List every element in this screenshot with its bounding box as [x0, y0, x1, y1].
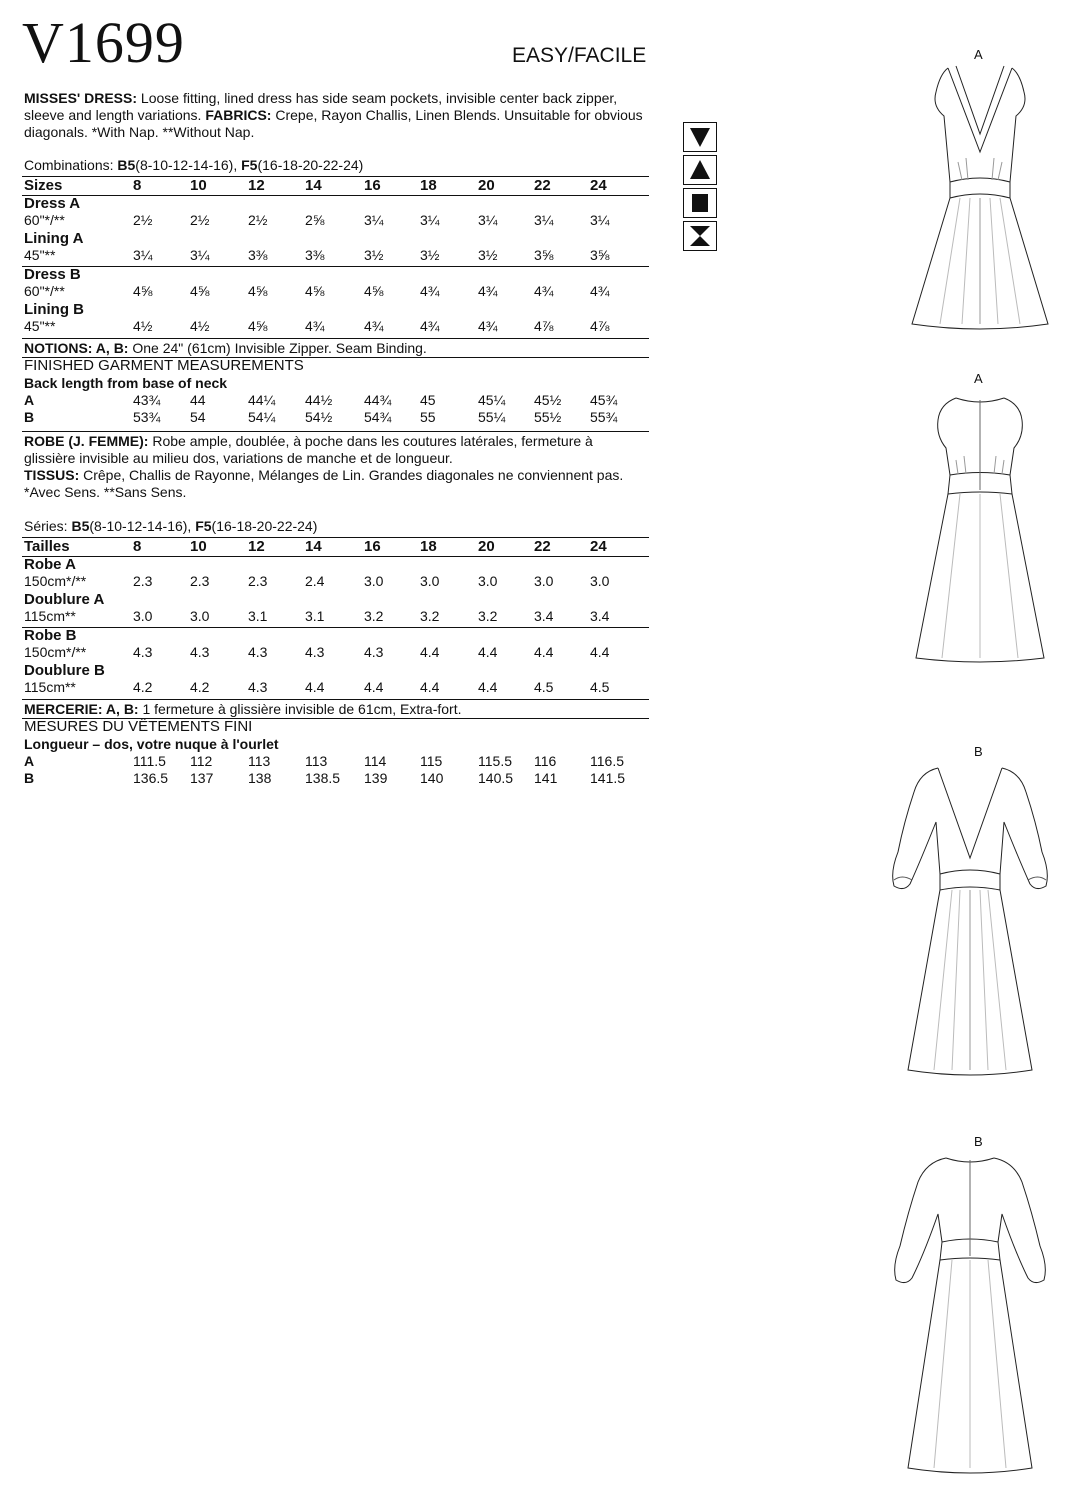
figure-label-a-front: A	[974, 47, 983, 62]
french-series	[24, 518, 317, 534]
yardage-value: 4.3	[190, 644, 210, 660]
size-header-8: 8	[133, 538, 142, 555]
row-fabric-width: 150cm*/**	[24, 573, 87, 589]
figure-label-a-back: A	[974, 371, 983, 386]
finished-length-value: 53¾	[133, 409, 161, 425]
yardage-value: 3¼	[590, 212, 610, 228]
finished-length-value: 44¾	[364, 392, 392, 408]
row-fabric-width: 45"**	[24, 247, 56, 263]
finished-length-value: 55	[420, 409, 436, 425]
finished-length-value: 115.5	[478, 753, 512, 769]
yardage-value: 3½	[420, 247, 440, 263]
size-header-18: 18	[420, 177, 437, 194]
row-label: Robe A	[24, 556, 76, 573]
view-a-front-illustration	[900, 62, 1060, 337]
finished-measurements-title: MESURES DU VÊTEMENTS FINI	[24, 718, 253, 735]
finished-length-value: 113	[248, 753, 271, 769]
size-header-10: 10	[190, 538, 207, 555]
combo-2-sizes: (16-18-20-22-24)	[257, 157, 364, 173]
finished-length-value: 54½	[305, 409, 333, 425]
fr-combos-label: Séries:	[24, 518, 72, 534]
yardage-value: 4¾	[534, 283, 554, 299]
yardage-value: 3⅝	[590, 247, 610, 263]
row-fabric-width: 115cm**	[24, 608, 76, 624]
finished-length-value: 138	[248, 770, 272, 786]
finished-length-value: 116.5	[590, 753, 624, 769]
yardage-value: 3¼	[190, 247, 210, 263]
yardage-value: 4.3	[364, 644, 384, 660]
yardage-value: 4⅝	[364, 283, 384, 299]
yardage-value: 4⅞	[590, 318, 610, 334]
yardage-value: 4¾	[478, 283, 498, 299]
finished-measurements-subtitle: Back length from base of neck	[24, 375, 228, 391]
hourglass-icon	[683, 221, 717, 251]
yardage-value: 2½	[133, 212, 153, 228]
triangle-up-icon	[683, 155, 717, 185]
row-label: Lining A	[24, 230, 84, 247]
yardage-value: 3¼	[133, 247, 153, 263]
yardage-value: 4¾	[590, 283, 610, 299]
row-label: Doublure B	[24, 662, 105, 679]
nap-legend	[683, 122, 717, 254]
yardage-value: 3.0	[364, 573, 384, 589]
yardage-value: 2.3	[133, 573, 153, 589]
yardage-value: 2⅝	[305, 212, 325, 228]
size-header-8: 8	[133, 177, 142, 194]
yardage-value: 3½	[364, 247, 384, 263]
row-label: Lining B	[24, 301, 84, 318]
yardage-value: 4⅝	[190, 283, 210, 299]
english-description	[24, 90, 644, 141]
yardage-value: 2.3	[190, 573, 210, 589]
yardage-value: 4.3	[305, 644, 325, 660]
row-fabric-width: 60"*/**	[24, 283, 65, 299]
finished-length-value: 55¾	[590, 409, 618, 425]
yardage-value: 3.1	[305, 608, 325, 624]
yardage-value: 3.0	[133, 608, 153, 624]
fr-combo-1-sizes: (8-10-12-14-16),	[89, 518, 196, 534]
yardage-value: 4.4	[478, 644, 498, 660]
sizes-header-label: Sizes	[24, 177, 63, 194]
fr-combo-2: F5	[195, 518, 212, 534]
yardage-value: 4.4	[420, 679, 440, 695]
yardage-value: 2½	[190, 212, 210, 228]
size-header-18: 18	[420, 538, 437, 555]
notions-label: NOTIONS: A, B:	[24, 340, 129, 356]
finished-length-value: 115	[420, 753, 443, 769]
row-fabric-width: 150cm*/**	[24, 644, 87, 660]
yardage-value: 4.4	[420, 644, 440, 660]
fr-fabrics-text: Crêpe, Challis de Rayonne, Mélanges de Lin. Grandes diagonales ne conviennent pas. *Avec Sens. **Sans Sens.	[24, 467, 624, 500]
finished-measurements-title: FINISHED GARMENT MEASUREMENTS	[24, 357, 304, 374]
size-header-20: 20	[478, 177, 495, 194]
row-fabric-width: 115cm**	[24, 679, 76, 695]
finished-length-value: 44	[190, 392, 206, 408]
yardage-value: 4.5	[534, 679, 554, 695]
row-fabric-width: 60"*/**	[24, 212, 65, 228]
yardage-value: 4.3	[248, 679, 268, 695]
view-b-back-illustration	[880, 1150, 1060, 1480]
row-label: Doublure A	[24, 591, 105, 608]
triangle-down-icon	[683, 122, 717, 152]
yardage-value: 3.2	[478, 608, 498, 624]
finished-length-value: 54¼	[248, 409, 276, 425]
french-description	[24, 433, 644, 501]
combo-2: F5	[241, 157, 258, 173]
yardage-value: 4½	[133, 318, 153, 334]
yardage-value: 3⅝	[534, 247, 554, 263]
size-header-16: 16	[364, 177, 381, 194]
table-rule	[22, 195, 649, 196]
yardage-value: 4.4	[590, 644, 610, 660]
yardage-value: 2.4	[305, 573, 325, 589]
table-rule	[22, 176, 649, 177]
yardage-value: 4.2	[133, 679, 153, 695]
finished-length-value: 45	[420, 392, 436, 408]
row-label: Dress A	[24, 195, 81, 212]
square-icon	[683, 188, 717, 218]
finished-length-value: 139	[364, 770, 388, 786]
notions-label: MERCERIE: A, B:	[24, 701, 139, 717]
pattern-number: V1699	[22, 10, 185, 75]
view-a-back-illustration	[900, 390, 1060, 668]
yardage-value: 4⅝	[248, 283, 268, 299]
yardage-value: 4.3	[248, 644, 268, 660]
size-header-12: 12	[248, 177, 265, 194]
finished-length-value: 45¾	[590, 392, 618, 408]
yardage-value: 4.2	[190, 679, 210, 695]
yardage-value: 4¾	[420, 318, 440, 334]
yardage-value: 3¼	[534, 212, 554, 228]
desc-text: Loose fitting, lined dress has side seam pockets, invisible center back zipper, sleeve and length variations.	[24, 90, 618, 123]
table-rule	[22, 556, 649, 557]
yardage-value: 2.3	[248, 573, 268, 589]
yardage-value: 3¼	[364, 212, 384, 228]
finished-length-value: 44½	[305, 392, 333, 408]
finished-length-value: 137	[190, 770, 214, 786]
yardage-value: 4⅝	[133, 283, 153, 299]
finished-length-value: 112	[190, 753, 213, 769]
yardage-value: 3½	[478, 247, 498, 263]
size-header-24: 24	[590, 538, 607, 555]
finished-length-value: 111.5	[133, 753, 166, 769]
yardage-value: 3¼	[478, 212, 498, 228]
yardage-value: 3.4	[590, 608, 610, 624]
yardage-value: 4.4	[364, 679, 384, 695]
english-combinations	[24, 157, 363, 173]
size-header-10: 10	[190, 177, 207, 194]
yardage-value: 4.5	[590, 679, 610, 695]
finished-length-value: 54¾	[364, 409, 392, 425]
fabrics-label: FABRICS:	[205, 107, 272, 123]
yardage-value: 3⅜	[248, 247, 268, 263]
fr-desc-text: Robe ample, doublée, à poche dans les coutures latérales, fermeture à glissière invisible au milieu dos, variations de manche et de longueur.	[24, 433, 593, 466]
finished-length-value: 55½	[534, 409, 562, 425]
fr-desc-label: ROBE (J. FEMME):	[24, 433, 149, 449]
yardage-value: 4¾	[420, 283, 440, 299]
yardage-value: 4¾	[364, 318, 384, 334]
finished-length-value: 136.5	[133, 770, 169, 786]
finished-length-value: 140	[420, 770, 444, 786]
finished-length-value: 140.5	[478, 770, 514, 786]
notions-line	[24, 340, 427, 356]
size-header-14: 14	[305, 538, 322, 555]
table-rule	[22, 266, 649, 267]
row-fabric-width: 45"**	[24, 318, 56, 334]
yardage-value: 2½	[248, 212, 268, 228]
combos-label: Combinations:	[24, 157, 118, 173]
table-rule	[22, 431, 649, 432]
table-rule	[22, 537, 649, 538]
finished-row-label: B	[24, 409, 35, 425]
yardage-value: 3.2	[364, 608, 384, 624]
finished-length-value: 113	[305, 753, 328, 769]
yardage-value: 3.2	[420, 608, 440, 624]
notions-text: One 24" (61cm) Invisible Zipper. Seam Binding.	[128, 340, 427, 356]
finished-length-value: 55¼	[478, 409, 506, 425]
yardage-value: 4.3	[133, 644, 153, 660]
finished-length-value: 116	[534, 753, 557, 769]
finished-length-value: 45¼	[478, 392, 506, 408]
yardage-value: 3.0	[190, 608, 210, 624]
figure-label-b-back: B	[974, 1134, 983, 1149]
size-header-24: 24	[590, 177, 607, 194]
size-header-22: 22	[534, 538, 551, 555]
difficulty-level: EASY/FACILE	[512, 44, 647, 67]
size-header-20: 20	[478, 538, 495, 555]
fr-combo-1: B5	[71, 518, 90, 534]
finished-measurements-subtitle: Longueur – dos, votre nuque à l'ourlet	[24, 736, 279, 752]
yardage-value: 4.4	[305, 679, 325, 695]
yardage-value: 4.4	[478, 679, 498, 695]
sizes-header-label: Tailles	[24, 538, 70, 555]
combo-1: B5	[117, 157, 136, 173]
yardage-value: 3.0	[534, 573, 554, 589]
finished-length-value: 54	[190, 409, 206, 425]
table-rule	[22, 699, 649, 700]
yardage-value: 4⅝	[248, 318, 268, 334]
finished-length-value: 45½	[534, 392, 562, 408]
finished-length-value: 138.5	[305, 770, 341, 786]
table-rule	[22, 627, 649, 628]
yardage-value: 4½	[190, 318, 210, 334]
combo-1-sizes: (8-10-12-14-16),	[135, 157, 242, 173]
fabrics-text: Crepe, Rayon Challis, Linen Blends. Unsuitable for obvious diagonals. *With Nap. **Without Nap.	[24, 107, 643, 140]
yardage-value: 3.0	[478, 573, 498, 589]
row-label: Robe B	[24, 627, 77, 644]
yardage-value: 4⅞	[534, 318, 554, 334]
finished-length-value: 141	[534, 770, 558, 786]
size-header-12: 12	[248, 538, 265, 555]
finished-length-value: 43¾	[133, 392, 161, 408]
finished-length-value: 141.5	[590, 770, 626, 786]
finished-row-label: A	[24, 392, 35, 408]
yardage-value: 3⅜	[305, 247, 325, 263]
yardage-value: 3.0	[420, 573, 440, 589]
fr-combo-2-sizes: (16-18-20-22-24)	[211, 518, 318, 534]
yardage-value: 3¼	[420, 212, 440, 228]
table-rule	[22, 338, 649, 339]
fr-fabrics-label: TISSUS:	[24, 467, 80, 483]
finished-row-label: B	[24, 770, 35, 786]
size-header-16: 16	[364, 538, 381, 555]
finished-length-value: 114	[364, 753, 387, 769]
yardage-value: 3.0	[590, 573, 610, 589]
notions-line	[24, 701, 462, 717]
desc-label: MISSES' DRESS:	[24, 90, 138, 106]
yardage-value: 4⅝	[305, 283, 325, 299]
yardage-value: 3.1	[248, 608, 268, 624]
figure-label-b-front: B	[974, 744, 983, 759]
finished-length-value: 44¼	[248, 392, 276, 408]
yardage-value: 3.4	[534, 608, 554, 624]
yardage-value: 4¾	[478, 318, 498, 334]
row-label: Dress B	[24, 266, 81, 283]
size-header-14: 14	[305, 177, 322, 194]
yardage-value: 4¾	[305, 318, 325, 334]
yardage-value: 4.4	[534, 644, 554, 660]
size-header-22: 22	[534, 177, 551, 194]
finished-row-label: A	[24, 753, 35, 769]
notions-text: 1 fermeture à glissière invisible de 61cm, Extra-fort.	[138, 701, 462, 717]
view-b-front-illustration	[880, 762, 1060, 1082]
